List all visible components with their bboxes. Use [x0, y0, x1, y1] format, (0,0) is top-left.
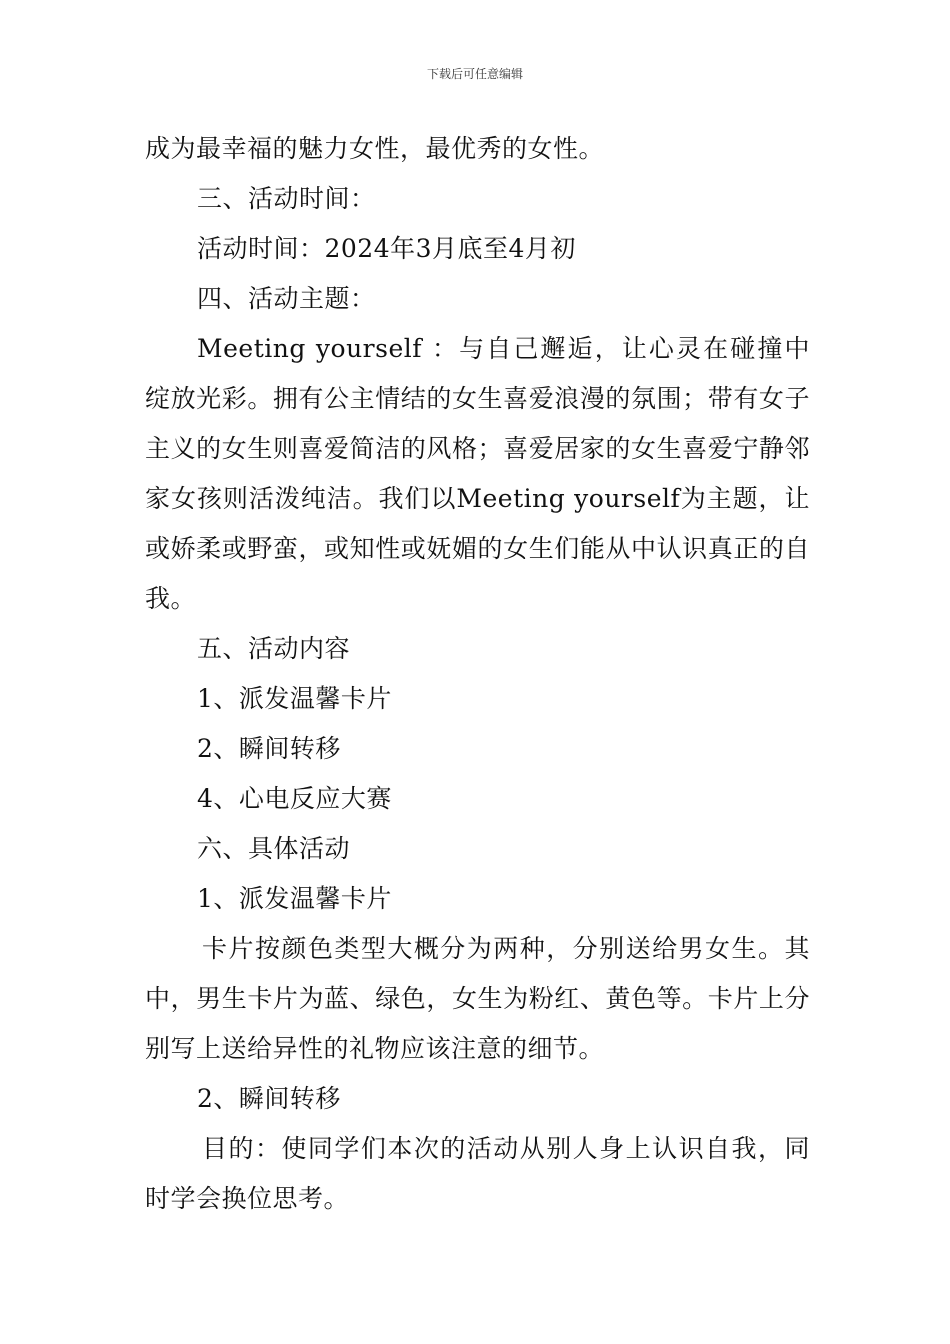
paragraph-time: 活动时间：2024年3月底至4月初 [197, 234, 576, 263]
list-item: 2、瞬间转移 [197, 734, 341, 763]
subheading-transfer: 2、瞬间转移 [197, 1084, 341, 1113]
section-heading-details: 六、具体活动 [197, 834, 351, 863]
paragraph-continuation: 成为最幸福的魅力女性，最优秀的女性。 [145, 134, 605, 163]
paragraph-cards: 卡片按颜色类型大概分为两种，分别送给男女生。其中，男生卡片为蓝、绿色，女生为粉红、黄色等。卡片上分别写上送给异性的礼物应该注意的细节。 [145, 934, 810, 1063]
paragraph-purpose: 目的：使同学们本次的活动从别人身上认识自我，同时学会换位思考。 [145, 1134, 810, 1213]
list-item: 4、心电反应大赛 [197, 784, 392, 813]
list-item: 1、派发温馨卡片 [197, 684, 392, 713]
section-heading-theme: 四、活动主题： [197, 284, 376, 313]
section-heading-content: 五、活动内容 [197, 634, 351, 663]
section-heading-time: 三、活动时间： [197, 184, 376, 213]
paragraph-theme: Meeting yourself ：与自己邂逅，让心灵在碰撞中绽放光彩。拥有公主情结的女生喜爱浪漫的氛围；带有女子主义的女生则喜爱简洁的风格；喜爱居家的女生喜爱宁静邻家女孩则活泼纯洁。我们以Meeting yourself为主题，让或娇柔或野蛮，或知性或妩媚的女生们能从中认识真正的自我。 [145, 334, 810, 613]
document-body [145, 124, 810, 1224]
subheading-cards: 1、派发温馨卡片 [197, 884, 392, 913]
page-header: 下载后可任意编辑 [426, 67, 523, 81]
